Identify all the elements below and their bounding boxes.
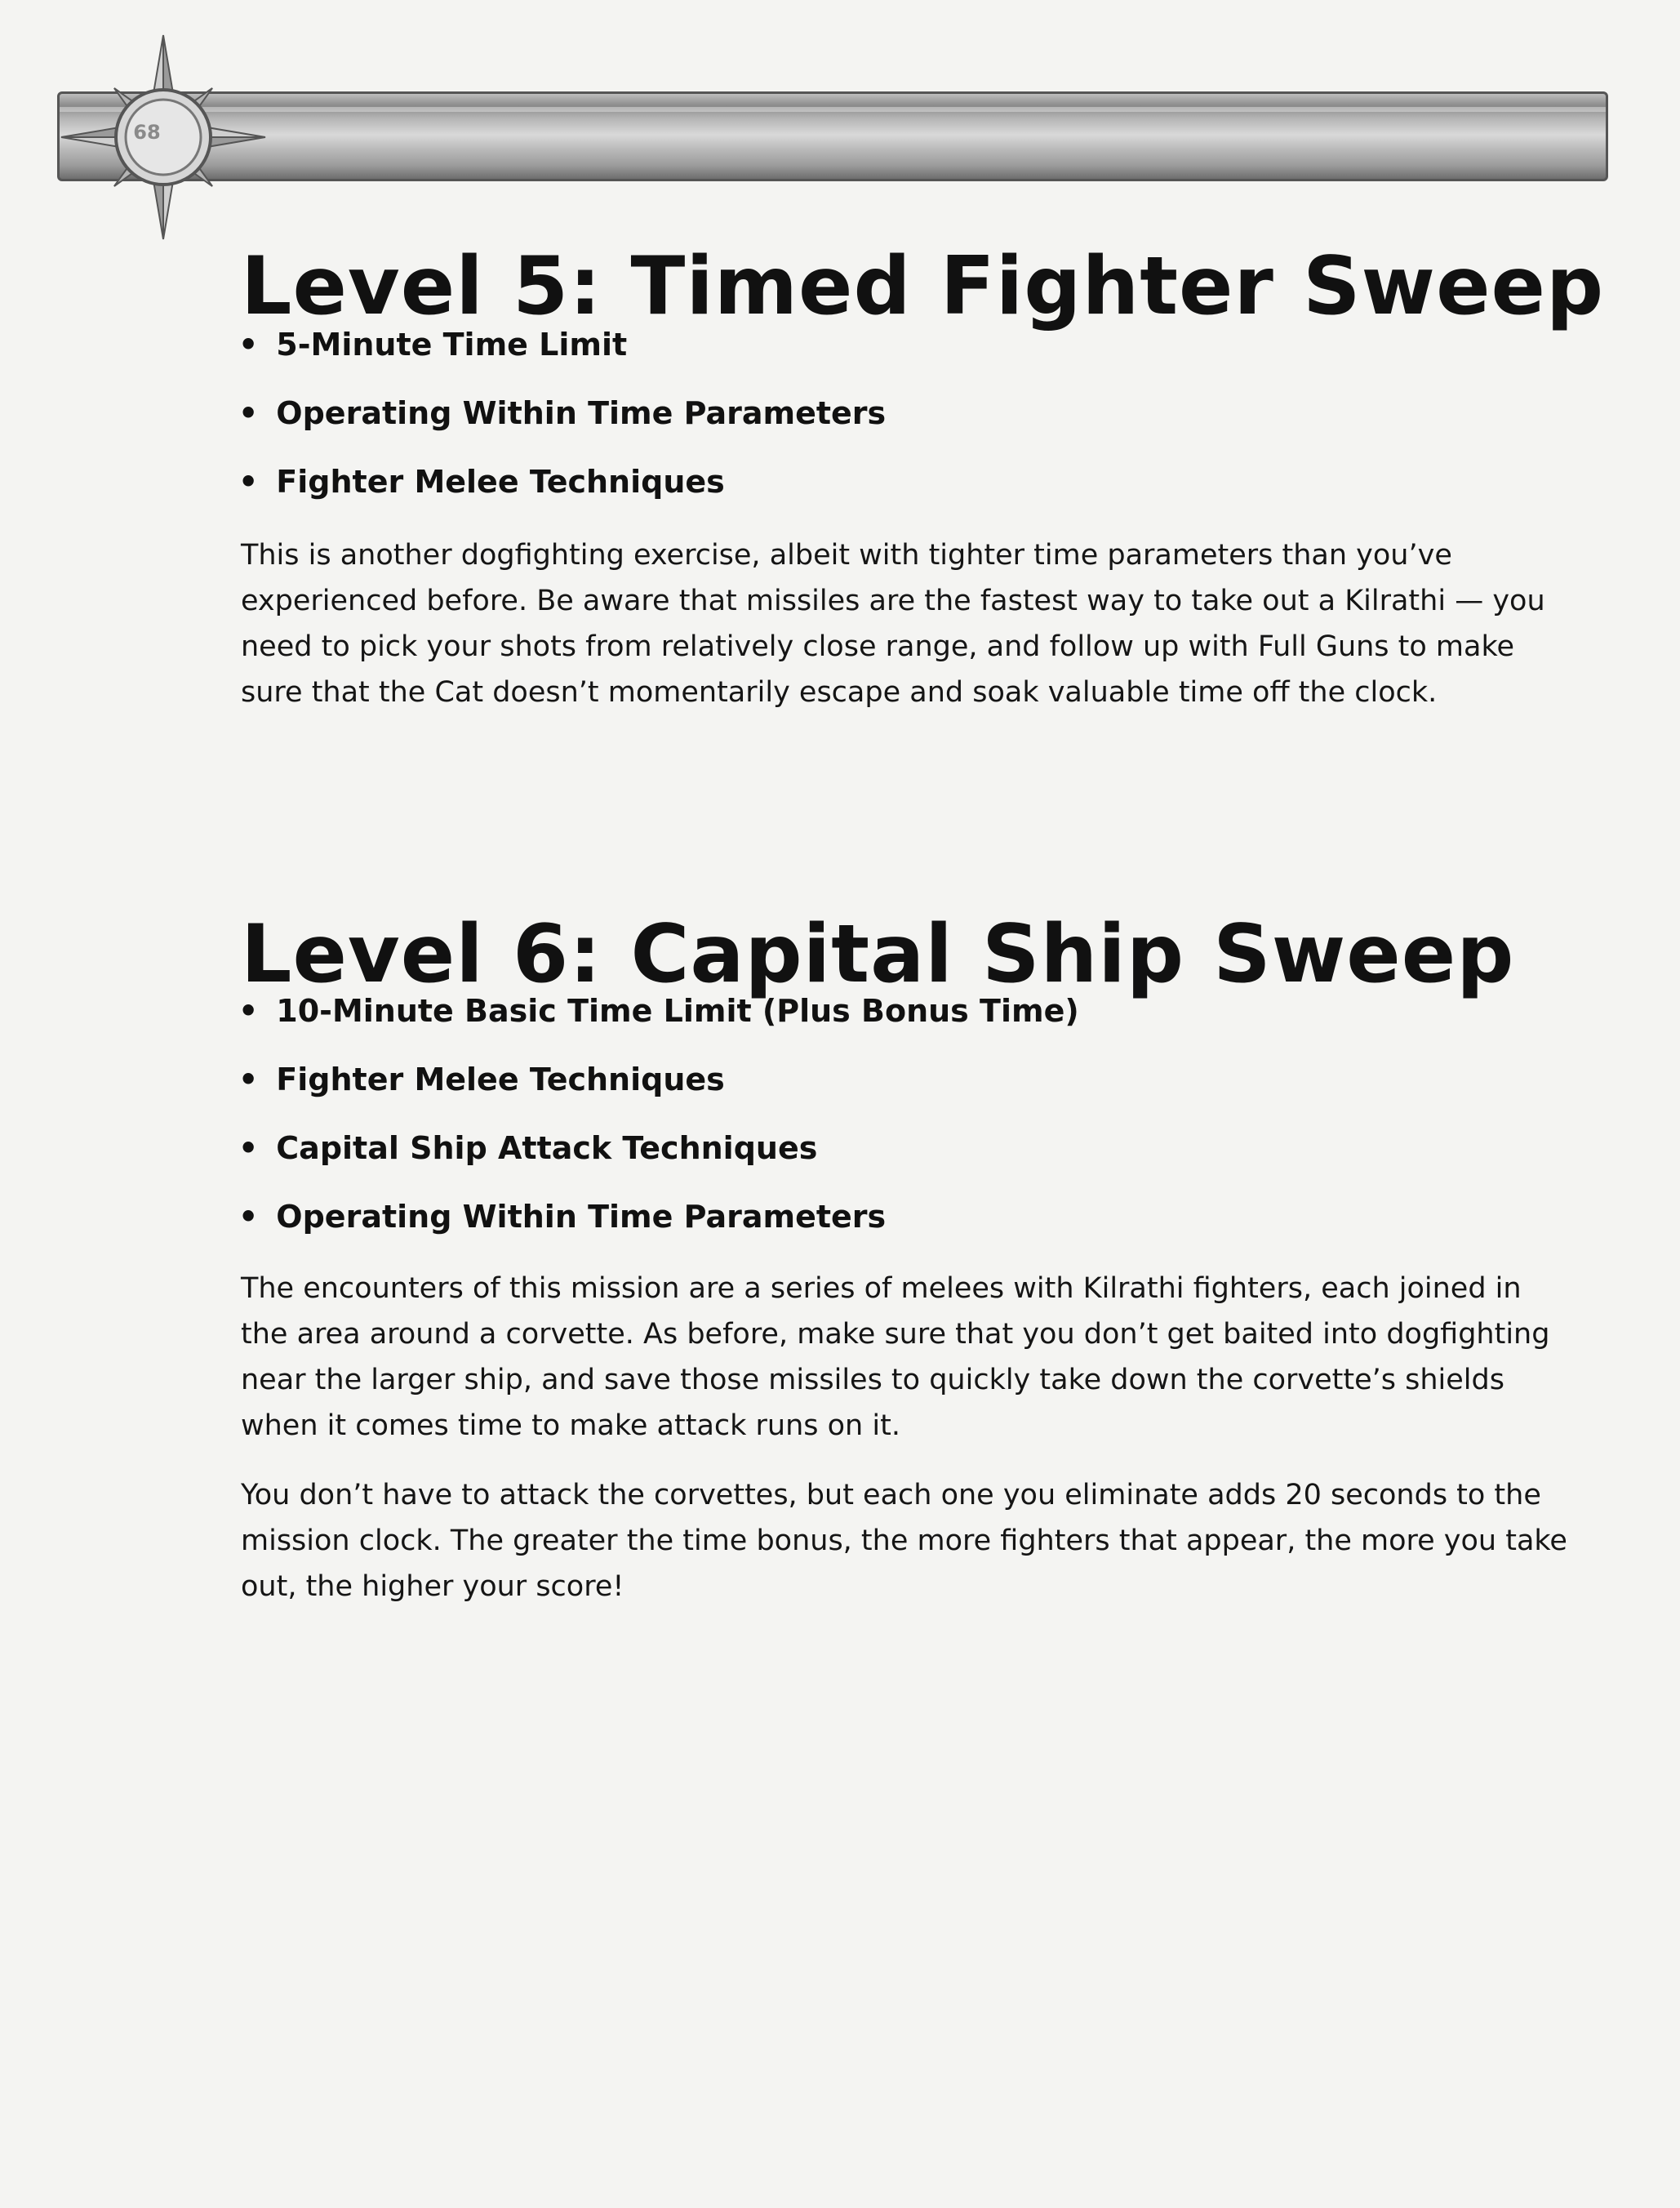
- list-item: • Operating Within Time Parameters: [238, 1200, 1079, 1269]
- level-5-paragraph: This is another dogfighting exercise, albeit with tighter time parameters than you’ve experienced before. Be aware that missiles are the fastest way to take out a Kilrathi — you need to pick your shots from relatively close range, and follow up with Full Guns to make sure that the Cat doesn’t momentarily escape and soak valuable time off the clock.: [241, 539, 1545, 709]
- list-item: • 5-Minute Time Limit: [238, 328, 886, 397]
- level-6-requirements-list: [238, 995, 1079, 1269]
- list-item: • Operating Within Time Parameters: [238, 397, 886, 465]
- header-bar: [57, 91, 1608, 181]
- level-6-paragraph-1: The encounters of this mission are a series of melees with Kilrathi fighters, each joined in the area around a corvette. As before, make sure that you don’t get baited into dogfighting near the larger ship, and save those missiles to quickly take down the corvette’s shields when it comes time to make attack runs on it.: [241, 1272, 1550, 1442]
- page-number: 68: [133, 121, 161, 144]
- level-5-requirements-list: [238, 328, 886, 534]
- list-item: • Fighter Melee Techniques: [238, 465, 886, 534]
- level-6-paragraph-2: You don’t have to attack the corvettes, but each one you eliminate adds 20 seconds to the mission clock. The greater the time bonus, the more fighters that appear, the more you take out, the higher your score!: [241, 1479, 1567, 1603]
- list-item: • Capital Ship Attack Techniques: [238, 1132, 1079, 1200]
- section-heading-level-5: Level 5: Timed Fighter Sweep: [241, 240, 1605, 333]
- section-heading-level-6: Level 6: Capital Ship Sweep: [241, 908, 1515, 1001]
- list-item: • 10-Minute Basic Time Limit (Plus Bonus Time): [238, 995, 1079, 1063]
- list-item: • Fighter Melee Techniques: [238, 1063, 1079, 1132]
